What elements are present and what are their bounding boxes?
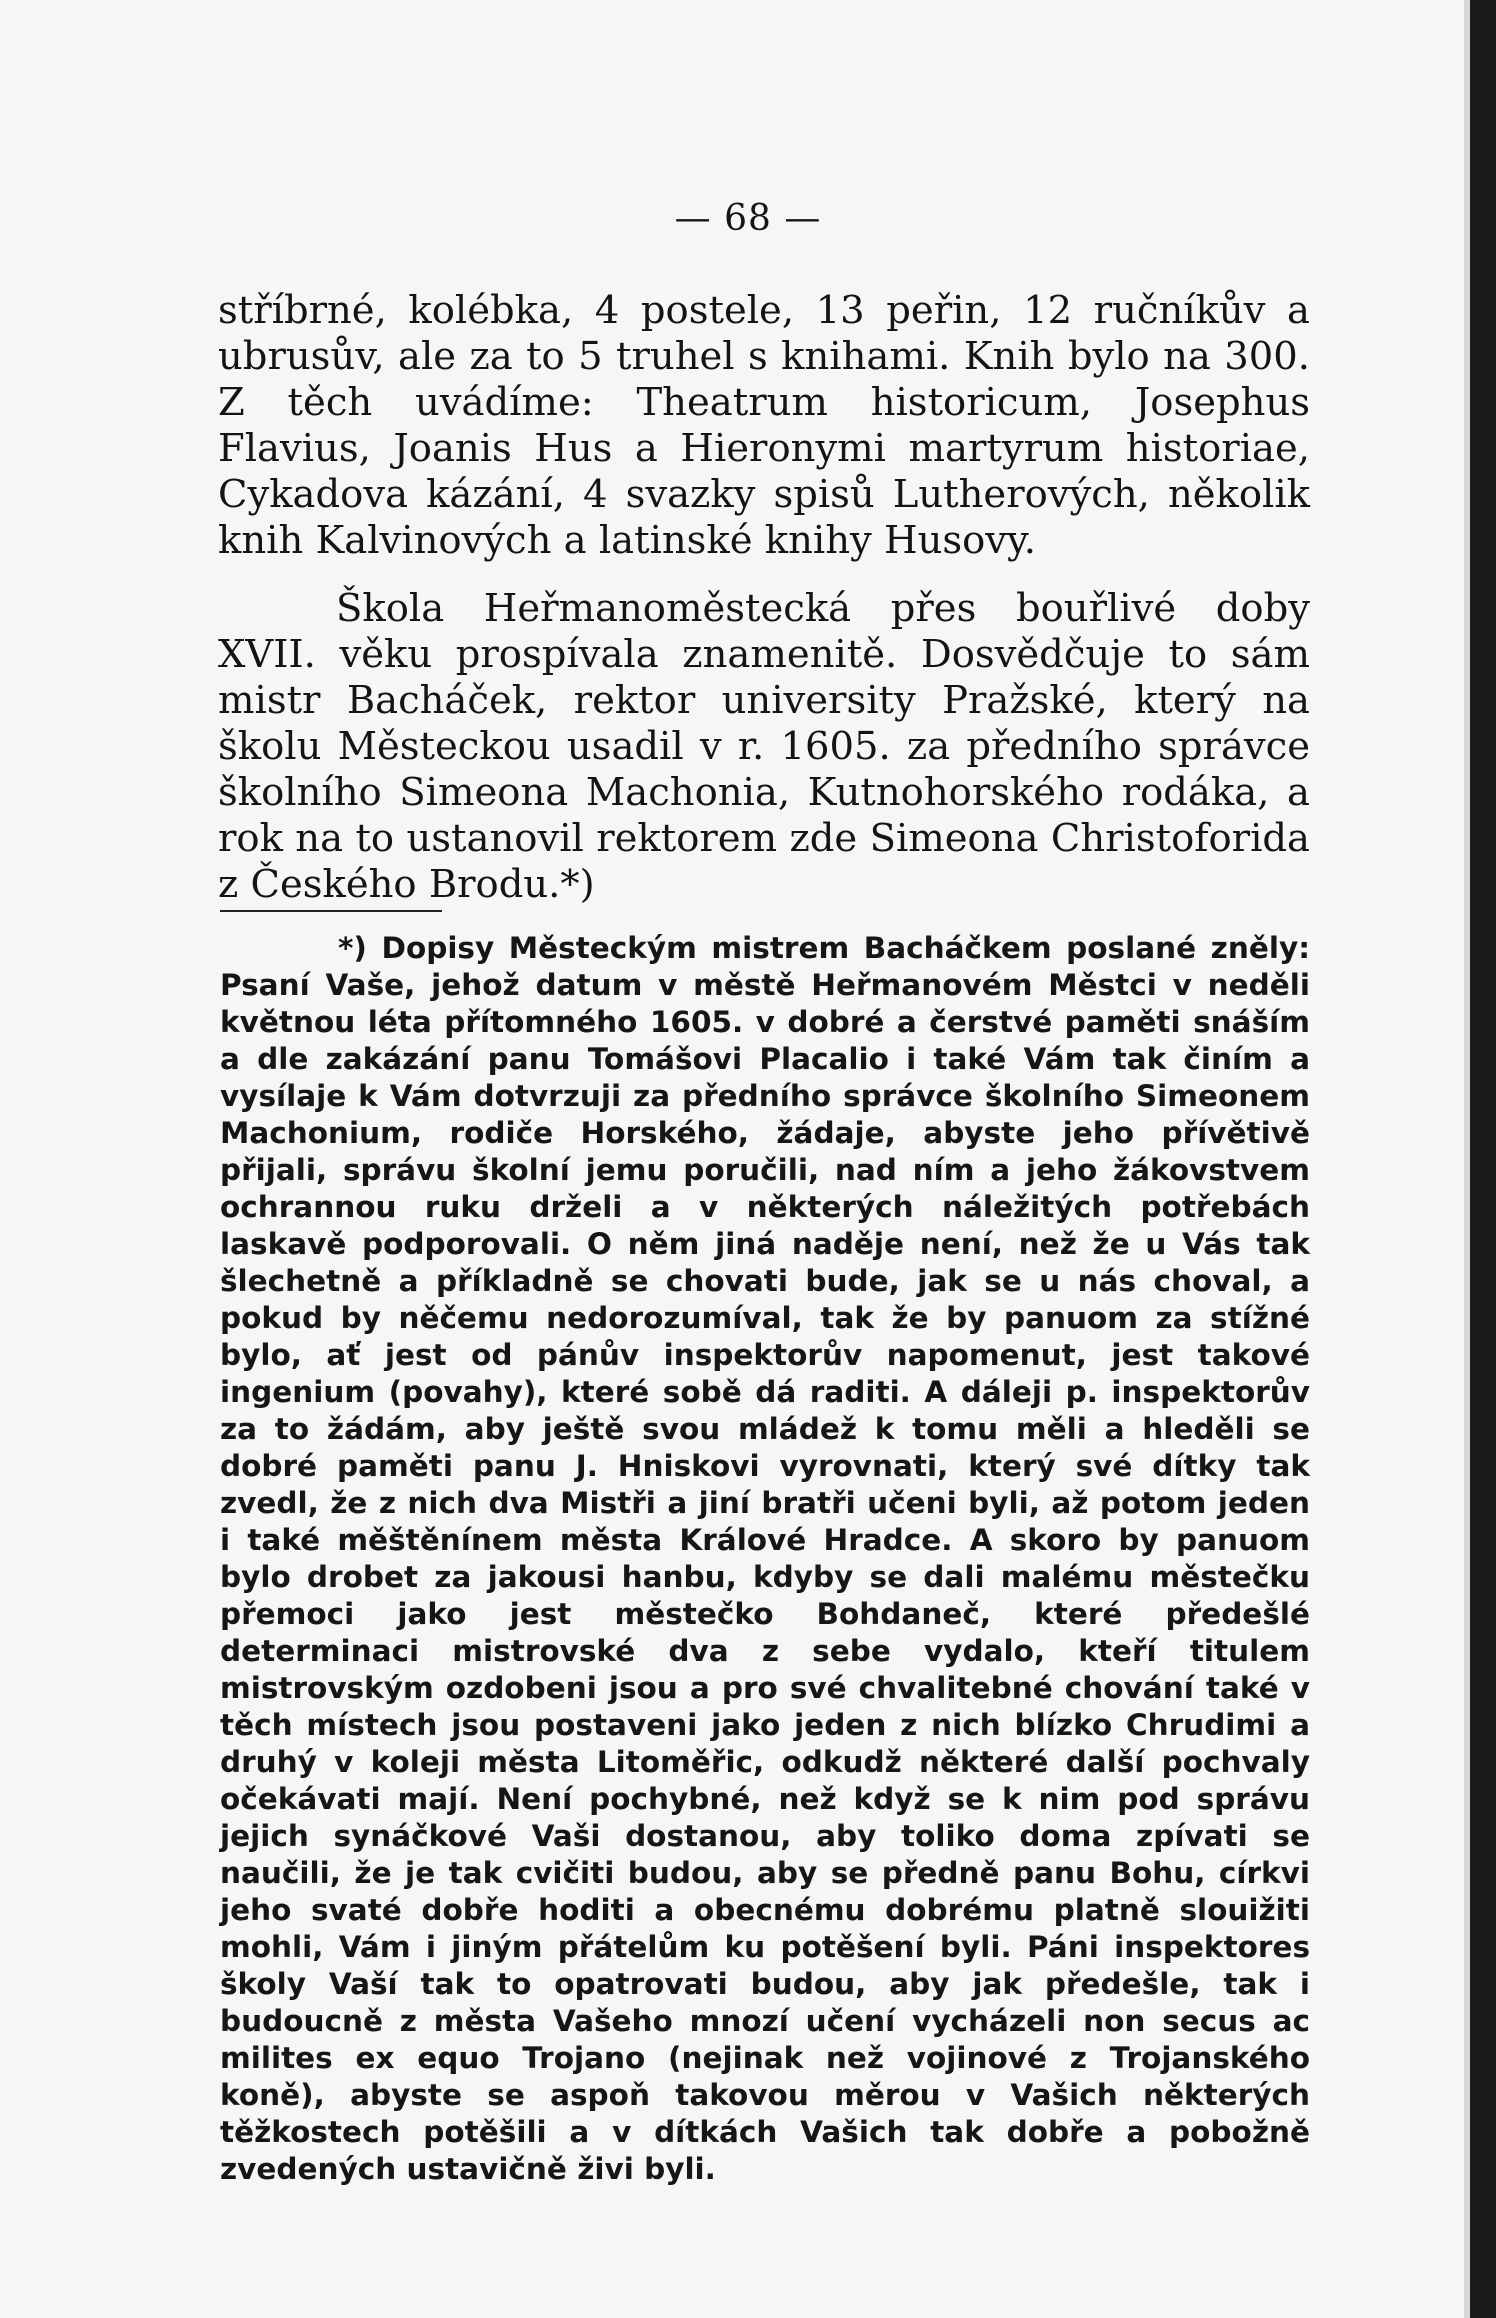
main-text (218, 288, 1310, 908)
footnote: *) Dopisy Městeckým mistrem Bacháčkem poslané zněly: Psaní Vaše, jehož datum v městě Heřmanovém Městci v neděli květnou léta přítomného 1605. v dobré a čerstvé paměti snáším a dle zakázání panu Tomášovi Placalio i také Vám tak činím a vysílaje k Vám dotvrzuji za předního správce školního Simeonem Machonium, rodiče Horského, žádaje, abyste jeho přívětivě přijali, správu školní jemu poručili, nad ním a jeho žákovstvem ochrannou ruku drželi a v některých náležitých potřebách laskavě podporovali. O něm jiná naděje není, než že u Vás tak šlechetně a příkladně se chovati bude, jak se u nás choval, a pokud by něčemu nedorozumíval, tak že by panuom za stížné bylo, ať jest od pánův inspektorův napomenut, jest takové ingenium (povahy), které sobě dá raditi. A dáleji p. inspektorův za to žádám, aby ještě svou mládež k tomu měli a hleděli se dobré paměti panu J. Hniskovi vyrovnati, který své dítky tak zvedl, že z nich dva Mistři a jiní bratři učeni byli, až potom jeden i také měštěnínem města Králové Hradce. A skoro by panuom bylo drobet za jakousi hanbu, kdyby se dali malému městečku přemoci jako jest městečko Bohdaneč, které předešlé determinaci mistrovské dva z sebe vydalo, kteří titulem mistrovským ozdobeni jsou a pro své chvalitebné chování také v těch místech jsou postaveni jako jeden z nich blízko Chrudimi a druhý v koleji města Litoměřic, odkudž některé další pochvaly očekávati mají. Není pochybné, než když se k nim pod správu jejich synáčkové Vaši dostanou, aby toliko doma zpívati se naučili, že je tak cvičiti budou, aby se předně panu Bohu, církvi jeho svaté dobře hoditi a obecnému dobrému platně slouižiti mohli, Vám i jiným přátelům ku potěšení byli. Páni inspektores školy Vaší tak to opatrovati budou, aby jak předešle, tak i budoucně z města Vašeho mnozí učení vycházeli non secus ac milites ex equo Trojano (nejinak než vojinové z Trojanského koně), abyste se aspoň takovou měrou v Vašich některých těžkostech potěšili a v dítkách Vašich tak dobře a pobožně zvedených ustavičně živi byli. (220, 931, 1310, 2186)
paragraph-1: stříbrné, kolébka, 4 postele, 13 peřin, 12 ručníkův a ubrusův, ale za to 5 truhel s knihami. Knih bylo na 300. Z těch uvádíme: Theatrum historicum, Josephus Flavius, Joanis Hus a Hieronymi martyrum historiae, Cykadova kázání, 4 svazky spisů Lutherových, několik knih Kalvinových a latinské knihy Husovy. (218, 288, 1310, 563)
page-number: — 68 — (674, 198, 822, 239)
paragraph-2: Škola Heřmanoměstecká přes bouřlivé doby XVII. věku prospívala znamenitě. Dosvědčuje to sám mistr Bacháček, rektor university Pražské, který na školu Městeckou usadil v r. 1605. za předního správce školního Simeona Machonia, Kutnohorského rodáka, a rok na to ustanovil rektorem zde Simeona Christoforida z Českého Brodu.*) (218, 586, 1310, 907)
footnote-separator (220, 910, 442, 912)
page-edge (1470, 0, 1496, 2318)
